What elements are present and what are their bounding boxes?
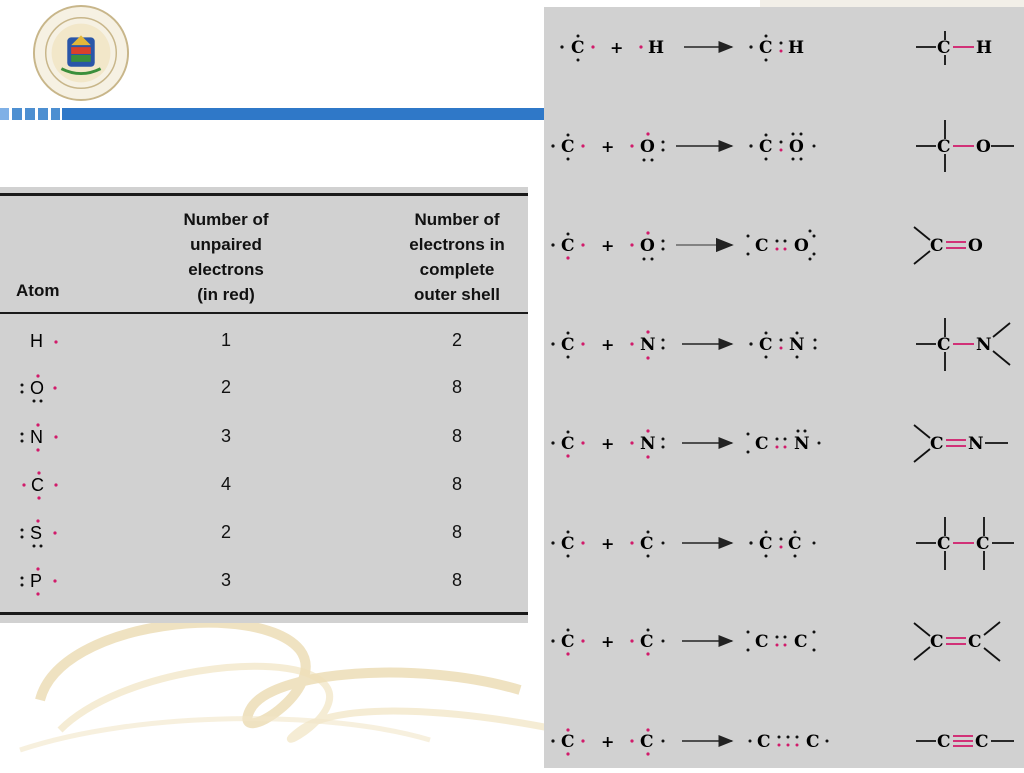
product-atom: C — [788, 534, 802, 554]
shell-count: 2 — [451, 330, 462, 350]
plus-sign: + — [601, 434, 615, 453]
plus-sign: + — [601, 632, 615, 651]
structure-atom: C — [937, 38, 951, 58]
unpaired-count: 2 — [220, 522, 231, 542]
structure-atom: C — [930, 236, 944, 256]
atom-symbol-n — [18, 422, 62, 452]
product-atom: C — [759, 335, 773, 355]
product-atom: O — [794, 236, 809, 256]
unpaired-count: 4 — [220, 474, 231, 494]
header-unpaired-line: Number of — [183, 210, 269, 229]
product-atom: C — [806, 732, 820, 752]
shell-count: 8 — [451, 426, 462, 446]
header-unpaired-line: electrons — [188, 260, 264, 279]
structure-atom: C — [968, 632, 982, 652]
header-shell-line: outer shell — [414, 285, 500, 304]
atom-symbol-c — [18, 470, 62, 500]
header-unpaired — [156, 207, 296, 307]
product-atom: H — [788, 38, 805, 58]
unpaired-count: 3 — [220, 570, 231, 590]
reactions-diagram — [544, 7, 1024, 768]
header-shell-line: complete — [419, 260, 495, 279]
table-top-rule — [0, 193, 528, 196]
structure-atom: C — [937, 137, 951, 157]
structure-atom: C — [937, 732, 951, 752]
bar-square — [25, 108, 35, 120]
plus-sign: + — [601, 335, 615, 354]
reactant-atom: C — [561, 534, 575, 554]
structure-atom: N — [976, 335, 992, 355]
reaction-row-8 — [551, 728, 1014, 755]
header-shell-line: Number of — [414, 210, 500, 229]
atom-letter: S — [30, 523, 43, 543]
plus-sign: + — [601, 137, 615, 156]
atom-letter: O — [30, 378, 45, 398]
header-shell-line: electrons in — [409, 235, 505, 254]
university-seal-logo — [32, 4, 130, 102]
header-photo-strip — [760, 0, 1024, 7]
reaction-row-6 — [551, 517, 1014, 570]
unpaired-count: 2 — [220, 377, 231, 397]
header-shell — [382, 207, 532, 307]
structure-atom: C — [975, 732, 989, 752]
product-atom: N — [794, 434, 810, 454]
atom-symbol-h — [18, 327, 62, 357]
reactant-atom: H — [648, 38, 665, 58]
product-atom: C — [759, 38, 773, 58]
table-header-rule — [0, 312, 528, 314]
reactant-atom: C — [561, 732, 575, 752]
product-atom: N — [789, 335, 805, 355]
product-atom: C — [755, 434, 769, 454]
atom-symbol-o — [18, 373, 62, 403]
atom-letter: P — [30, 571, 43, 591]
product-atom: C — [759, 534, 773, 554]
valence-table — [0, 187, 528, 623]
product-atom: C — [755, 236, 769, 256]
reactant-atom: C — [640, 732, 654, 752]
shell-count: 8 — [451, 570, 462, 590]
product-atom: C — [759, 137, 773, 157]
bar-band — [62, 108, 560, 120]
reaction-row-4 — [551, 318, 1010, 371]
atom-letter: N — [30, 427, 43, 447]
header-atom: Atom — [16, 281, 60, 300]
reactant-atom: C — [640, 632, 654, 652]
product-atom: C — [794, 632, 808, 652]
reactant-atom: N — [640, 434, 656, 454]
reactant-atom: O — [640, 137, 655, 157]
atom-letter: C — [31, 475, 44, 495]
plus-sign: + — [610, 38, 624, 57]
product-atom: C — [755, 632, 769, 652]
bar-square — [51, 108, 60, 120]
reactant-atom: C — [571, 38, 585, 58]
product-atom: C — [757, 732, 771, 752]
bar-square — [38, 108, 48, 120]
structure-atom: C — [930, 434, 944, 454]
unpaired-count: 1 — [220, 330, 231, 350]
structure-atom: C — [976, 534, 990, 554]
reaction-row-1 — [560, 31, 992, 65]
bonding-reactions-panel — [544, 7, 1024, 768]
reactant-atom: N — [640, 335, 656, 355]
shell-count: 8 — [451, 522, 462, 542]
structure-atom: C — [937, 534, 951, 554]
structure-atom: N — [968, 434, 984, 454]
shell-count: 8 — [451, 377, 462, 397]
product-atom: O — [789, 137, 804, 157]
reactant-atom: C — [561, 632, 575, 652]
reaction-row-5 — [551, 425, 1008, 462]
table-bottom-rule — [0, 612, 528, 615]
shell-count: 8 — [451, 474, 462, 494]
structure-atom: H — [976, 38, 993, 58]
plus-sign: + — [601, 534, 615, 553]
reactant-atom: C — [640, 534, 654, 554]
structure-atom: O — [968, 236, 983, 256]
unpaired-count: 3 — [220, 426, 231, 446]
plus-sign: + — [601, 236, 615, 255]
bar-square — [0, 108, 9, 120]
reaction-row-3 — [551, 227, 983, 264]
reaction-row-7 — [551, 622, 1000, 661]
bar-square — [12, 108, 22, 120]
reactant-atom: C — [561, 434, 575, 454]
reactant-atom: C — [561, 236, 575, 256]
structure-atom: O — [976, 137, 991, 157]
reactant-atom: O — [640, 236, 655, 256]
header-bar — [0, 108, 560, 120]
atom-symbol-s — [18, 518, 62, 548]
header-unpaired-line: (in red) — [197, 285, 255, 304]
structure-atom: C — [930, 632, 944, 652]
atom-letter: H — [30, 331, 43, 351]
atom-symbol-p — [18, 566, 62, 596]
header-unpaired-line: unpaired — [190, 235, 262, 254]
reaction-row-2 — [551, 120, 1014, 172]
structure-atom: C — [937, 335, 951, 355]
reactant-atom: C — [561, 137, 575, 157]
plus-sign: + — [601, 732, 615, 751]
reactant-atom: C — [561, 335, 575, 355]
